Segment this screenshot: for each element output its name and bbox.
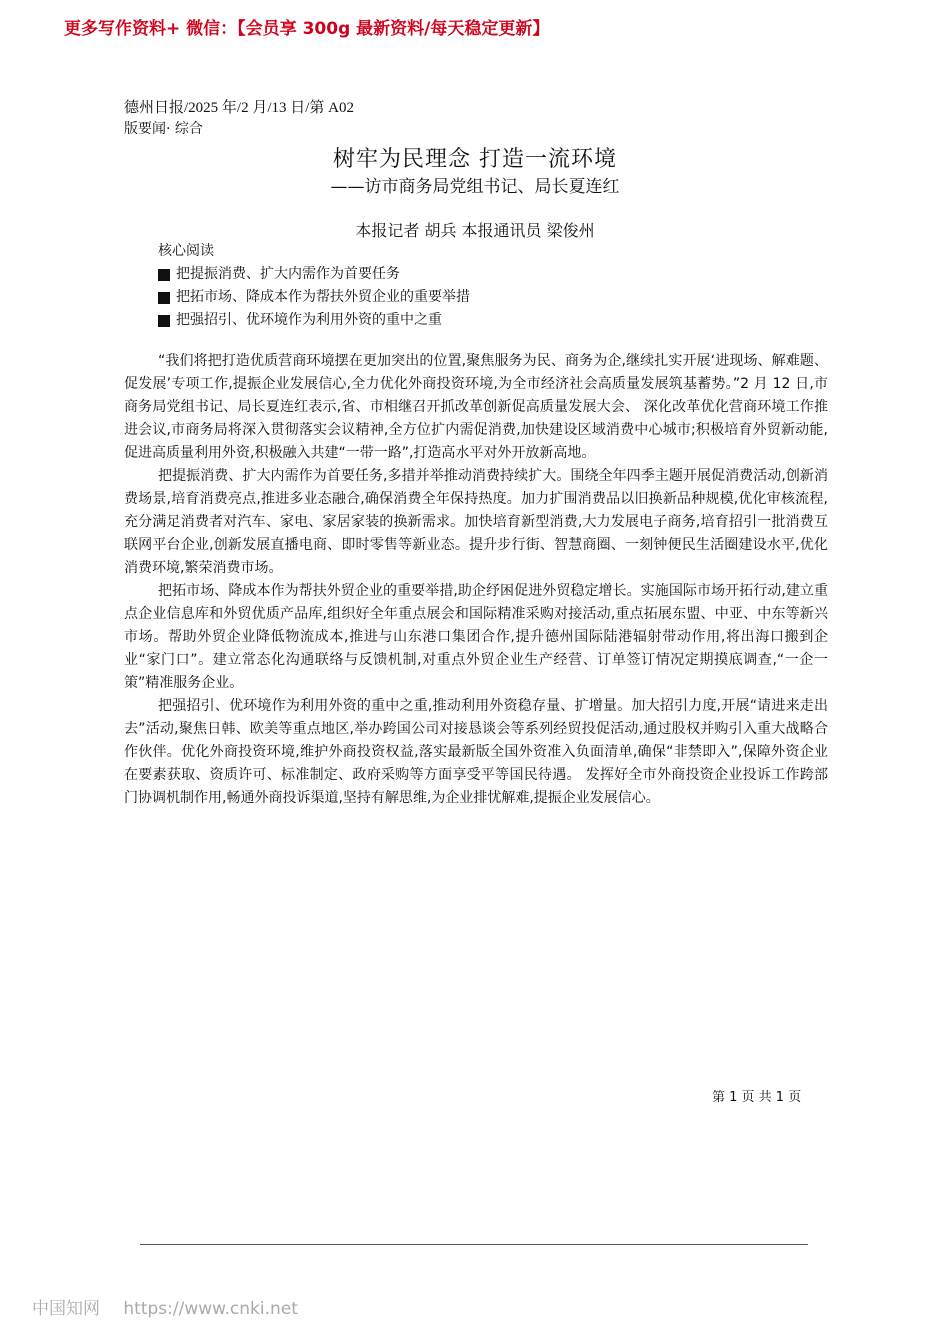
- footer-divider: [140, 1244, 808, 1245]
- square-bullet-icon: [158, 315, 170, 327]
- footer: [32, 1294, 298, 1319]
- square-bullet-icon: [158, 269, 170, 281]
- page-number: 第 1 页 共 1 页: [712, 1090, 802, 1105]
- source-line: 德州日报/2025 年/2 月/13 日/第 A02: [124, 100, 355, 116]
- section-line: 版要闻· 综合: [124, 121, 203, 137]
- core-reading: [158, 240, 470, 332]
- core-reading-text: 把提振消费、扩大内需作为首要任务: [176, 266, 400, 282]
- paragraph: 把提振消费、扩大内需作为首要任务,多措并举推动消费持续扩大。围绕全年四季主题开展促消费活动,创新消费场景,培育消费亮点,推进多业态融合,确保消费全年保持热度。加力扩围消费品以旧换新品种规模,优化审核流程,充分满足消费者对汽车、家电、家居家装的换新需求。加快培育新型消费,大力发展电子商务,培育招引一批消费互联网平台企业,创新发展直播电商、即时零售等新业态。提升步行街、智慧商圈、一刻钟便民生活圈建设水平,优化消费环境,繁荣消费市场。: [124, 468, 828, 576]
- core-reading-item: [158, 263, 470, 286]
- promo-banner: 更多写作资料+ 微信：【会员享 300g 最新资料/每天稳定更新】: [64, 19, 550, 39]
- byline: 本报记者 胡兵 本报通讯员 梁俊州: [355, 221, 595, 240]
- article-title: 树牢为民理念 打造一流环境: [333, 147, 617, 172]
- square-bullet-icon: [158, 292, 170, 304]
- paragraph: 把拓市场、降成本作为帮扶外贸企业的重要举措,助企纾困促进外贸稳定增长。实施国际市场开拓行动,建立重点企业信息库和外贸优质产品库,组织好全年重点展会和国际精准采购对接活动,重点拓展东盟、中亚、中东等新兴市场。帮助外贸企业降低物流成本,推进与山东港口集团合作,提升德州国际陆港辐射带动作用,将出海口搬到企业“家门口”。建立常态化沟通联络与反馈机制,对重点外贸企业生产经营、订单签订情况定期摸底调查,“一企一策”精准服务企业。: [124, 583, 828, 691]
- core-reading-label: 核心阅读: [158, 243, 214, 259]
- core-reading-item: [158, 309, 470, 332]
- paragraph: 把强招引、优环境作为利用外资的重中之重,推动利用外资稳存量、扩增量。加大招引力度,开展“请进来走出去”活动,聚焦日韩、欧美等重点地区,举办跨国公司对接恳谈会等系列经贸投促活动,通过股权并购引入重大战略合作伙伴。优化外商投资环境,维护外商投资权益,落实最新版全国外资准入负面清单,确保“非禁即入”,保障外资企业在要素获取、资质许可、标准制定、政府采购等方面享受平等国民待遇。 发挥好全市外商投资企业投诉工作跨部门协调机制作用,畅通外商投诉渠道,坚持有解思维,为企业排忧解难,提振企业发展信心。: [124, 698, 828, 806]
- core-reading-item: [158, 286, 470, 309]
- paragraph: “我们将把打造优质营商环境摆在更加突出的位置,聚焦服务为民、商务为企,继续扎实开展‘进现场、解难题、促发展’专项工作,提振企业发展信心,全力优化外商投资环境,为全市经济社会高质量发展筑基蓄势。”2 月 12 日,市商务局党组书记、局长夏连红表示,省、市相继召开抓改革创新促高质量发展大会、 深化改革优化营商环境工作推进会议,市商务局将深入贯彻落实会议精神,全方位扩内需促消费,加快建设区域消费中心城市;积极培育外贸新动能,促进高质量利用外资,积极融入共建“一带一路”,打造高水平对外开放新高地。: [124, 353, 828, 461]
- core-reading-text: 把强招引、优环境作为利用外资的重中之重: [176, 312, 442, 328]
- article-subtitle: ——访市商务局党组书记、局长夏连红: [330, 177, 620, 197]
- footer-url[interactable]: https://www.cnki.net: [123, 1299, 298, 1319]
- footer-brand: 中国知网: [32, 1299, 100, 1319]
- article-body: [124, 350, 828, 810]
- core-reading-text: 把拓市场、降成本作为帮扶外贸企业的重要举措: [176, 289, 470, 305]
